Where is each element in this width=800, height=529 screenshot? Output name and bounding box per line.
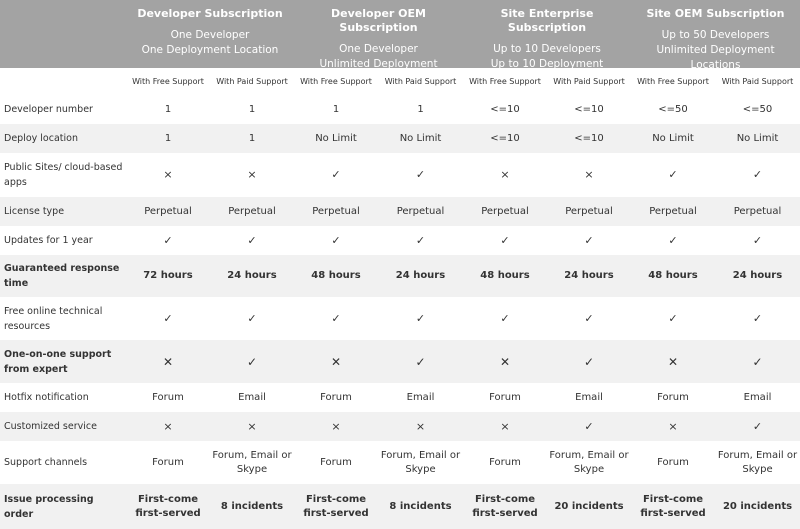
feature-value: First-come first-served: [463, 484, 547, 529]
check-icon: ✓: [668, 168, 678, 181]
check-icon: ✓: [415, 233, 426, 247]
support-option-label: With Paid Support: [721, 76, 794, 86]
check-icon: ✓: [547, 340, 631, 383]
cross-icon: ×: [463, 412, 547, 441]
check-icon: ✓: [715, 412, 800, 441]
support-option-label: With Paid Support: [216, 76, 288, 86]
plan-title: Site OEM Subscription: [646, 7, 785, 20]
feature-value: 48 hours: [631, 255, 715, 297]
feature-label: One-on-one support from expert: [0, 340, 126, 383]
feature-value: Forum, Email or Skype: [717, 449, 798, 475]
feature-value: <=10: [574, 103, 604, 115]
feature-value: Perpetual: [294, 197, 378, 226]
check-icon: ✓: [584, 311, 594, 325]
feature-value: No Limit: [294, 124, 378, 153]
support-option-label: With Free Support: [469, 76, 541, 86]
feature-label: Developer number: [4, 104, 93, 115]
check-icon: ✓: [331, 233, 341, 247]
plan-description-line: Up to 10 Deployment Locations: [490, 58, 604, 85]
feature-value: 20 incidents: [715, 484, 800, 529]
feature-value: Forum: [657, 391, 689, 403]
support-option-label: With Paid Support: [553, 76, 625, 86]
cross-icon: ✕: [631, 340, 715, 383]
feature-value: 24 hours: [210, 255, 294, 297]
feature-value: 72 hours: [126, 255, 210, 297]
plan-header: [126, 0, 294, 68]
check-icon: ✓: [584, 233, 594, 247]
support-option-label: With Paid Support: [384, 76, 457, 86]
feature-value: Perpetual: [126, 197, 210, 226]
check-icon: ✓: [668, 233, 678, 247]
check-icon: ✓: [715, 340, 800, 383]
check-icon: ✓: [210, 340, 294, 383]
cross-icon: ×: [294, 412, 378, 441]
plan-title: Site Enterprise Subscription: [500, 7, 594, 34]
support-option-label: With Free Support: [132, 76, 204, 86]
check-icon: ✓: [247, 311, 257, 325]
support-option-label: With Free Support: [300, 76, 372, 86]
feature-value: First-come first-served: [294, 484, 378, 529]
feature-value: 1: [417, 103, 424, 115]
feature-value: 1: [248, 103, 256, 115]
cross-icon: ×: [631, 412, 715, 441]
cross-icon: ✕: [463, 340, 547, 383]
feature-label: Support channels: [4, 457, 88, 468]
feature-label: License type: [0, 197, 126, 226]
feature-value: Perpetual: [378, 197, 463, 226]
feature-value: First-come first-served: [631, 484, 715, 529]
check-icon: ✓: [500, 233, 510, 247]
feature-value: Email: [575, 391, 603, 403]
check-icon: ✓: [752, 168, 763, 181]
feature-label: Issue processing order: [0, 484, 126, 529]
feature-value: 1: [210, 124, 294, 153]
cross-icon: ×: [247, 168, 257, 181]
plan-description-line: Unlimited Deployment Locations: [656, 44, 775, 71]
feature-value: 1: [126, 124, 210, 153]
feature-value: No Limit: [631, 124, 715, 153]
plan-description-line: Unlimited Deployment Locations: [319, 58, 438, 85]
feature-value: Email: [406, 391, 435, 403]
plan-header: [631, 0, 800, 71]
feature-value: First-come first-served: [126, 484, 210, 529]
feature-value: 24 hours: [547, 255, 631, 297]
feature-value: Forum, Email or Skype: [549, 449, 629, 475]
feature-value: Forum: [320, 391, 352, 403]
cross-icon: ×: [584, 168, 594, 181]
feature-value: Perpetual: [463, 197, 547, 226]
feature-value: Forum, Email or Skype: [212, 449, 292, 475]
feature-value: 8 incidents: [378, 484, 463, 529]
cross-icon: ×: [163, 168, 173, 181]
feature-value: Perpetual: [715, 197, 800, 226]
check-icon: ✓: [163, 233, 173, 247]
support-option-label: With Free Support: [637, 76, 709, 86]
feature-value: Perpetual: [547, 197, 631, 226]
feature-label: Guaranteed response time: [0, 255, 126, 297]
cross-icon: ×: [378, 412, 463, 441]
plan-description-line: One Developer: [339, 43, 418, 55]
feature-value: 1: [332, 103, 340, 115]
plan-description-line: One Developer: [170, 29, 250, 41]
feature-value: No Limit: [715, 124, 800, 153]
feature-value: 8 incidents: [210, 484, 294, 529]
plan-description-line: Up to 10 Developers: [493, 43, 601, 55]
check-icon: ✓: [752, 233, 763, 247]
feature-label: Public Sites/ cloud-based apps: [4, 162, 123, 188]
feature-value: <=10: [490, 103, 520, 115]
plan-description-line: One Deployment Location: [141, 44, 279, 56]
support-option-corner: [0, 68, 126, 95]
check-icon: ✓: [415, 311, 426, 325]
feature-label: Deploy location: [0, 124, 126, 153]
feature-value: 24 hours: [715, 255, 800, 297]
feature-value: 48 hours: [294, 255, 378, 297]
feature-value: <=50: [742, 103, 773, 115]
cross-icon: ×: [210, 412, 294, 441]
check-icon: ✓: [752, 311, 763, 325]
header-corner: [0, 0, 126, 68]
feature-value: Forum: [489, 456, 521, 468]
feature-value: Email: [743, 391, 772, 403]
check-icon: ✓: [378, 340, 463, 383]
check-icon: ✓: [163, 311, 173, 325]
check-icon: ✓: [331, 168, 341, 181]
cross-icon: ✕: [126, 340, 210, 383]
plan-title: Developer OEM Subscription: [331, 7, 426, 34]
feature-value: 20 incidents: [547, 484, 631, 529]
feature-value: Perpetual: [631, 197, 715, 226]
check-icon: ✓: [547, 412, 631, 441]
feature-label: Free online technical resources: [4, 305, 103, 332]
feature-value: 1: [164, 103, 172, 115]
check-icon: ✓: [500, 311, 510, 325]
feature-value: Email: [238, 391, 266, 403]
feature-value: Forum: [152, 456, 184, 468]
check-icon: ✓: [247, 233, 257, 247]
feature-value: 24 hours: [378, 255, 463, 297]
plan-title: Developer Subscription: [137, 7, 283, 20]
feature-value: 48 hours: [463, 255, 547, 297]
feature-value: Forum: [320, 456, 352, 468]
plan-description-line: Up to 50 Developers: [661, 29, 770, 41]
feature-value: Perpetual: [210, 197, 294, 226]
feature-value: <=10: [463, 124, 547, 153]
feature-value: <=10: [547, 124, 631, 153]
check-icon: ✓: [415, 168, 426, 181]
feature-value: Forum: [489, 391, 521, 403]
feature-value: Forum: [152, 391, 184, 403]
feature-label: Updates for 1 year: [4, 235, 93, 246]
feature-value: Forum: [657, 456, 689, 468]
cross-icon: ×: [126, 412, 210, 441]
check-icon: ✓: [668, 311, 678, 325]
feature-value: <=50: [658, 103, 688, 115]
cross-icon: ×: [500, 168, 510, 181]
check-icon: ✓: [331, 311, 341, 325]
feature-label: Customized service: [0, 412, 126, 441]
feature-value: No Limit: [378, 124, 463, 153]
cross-icon: ✕: [294, 340, 378, 383]
feature-label: Hotfix notification: [4, 392, 89, 403]
feature-value: Forum, Email or Skype: [380, 449, 461, 475]
